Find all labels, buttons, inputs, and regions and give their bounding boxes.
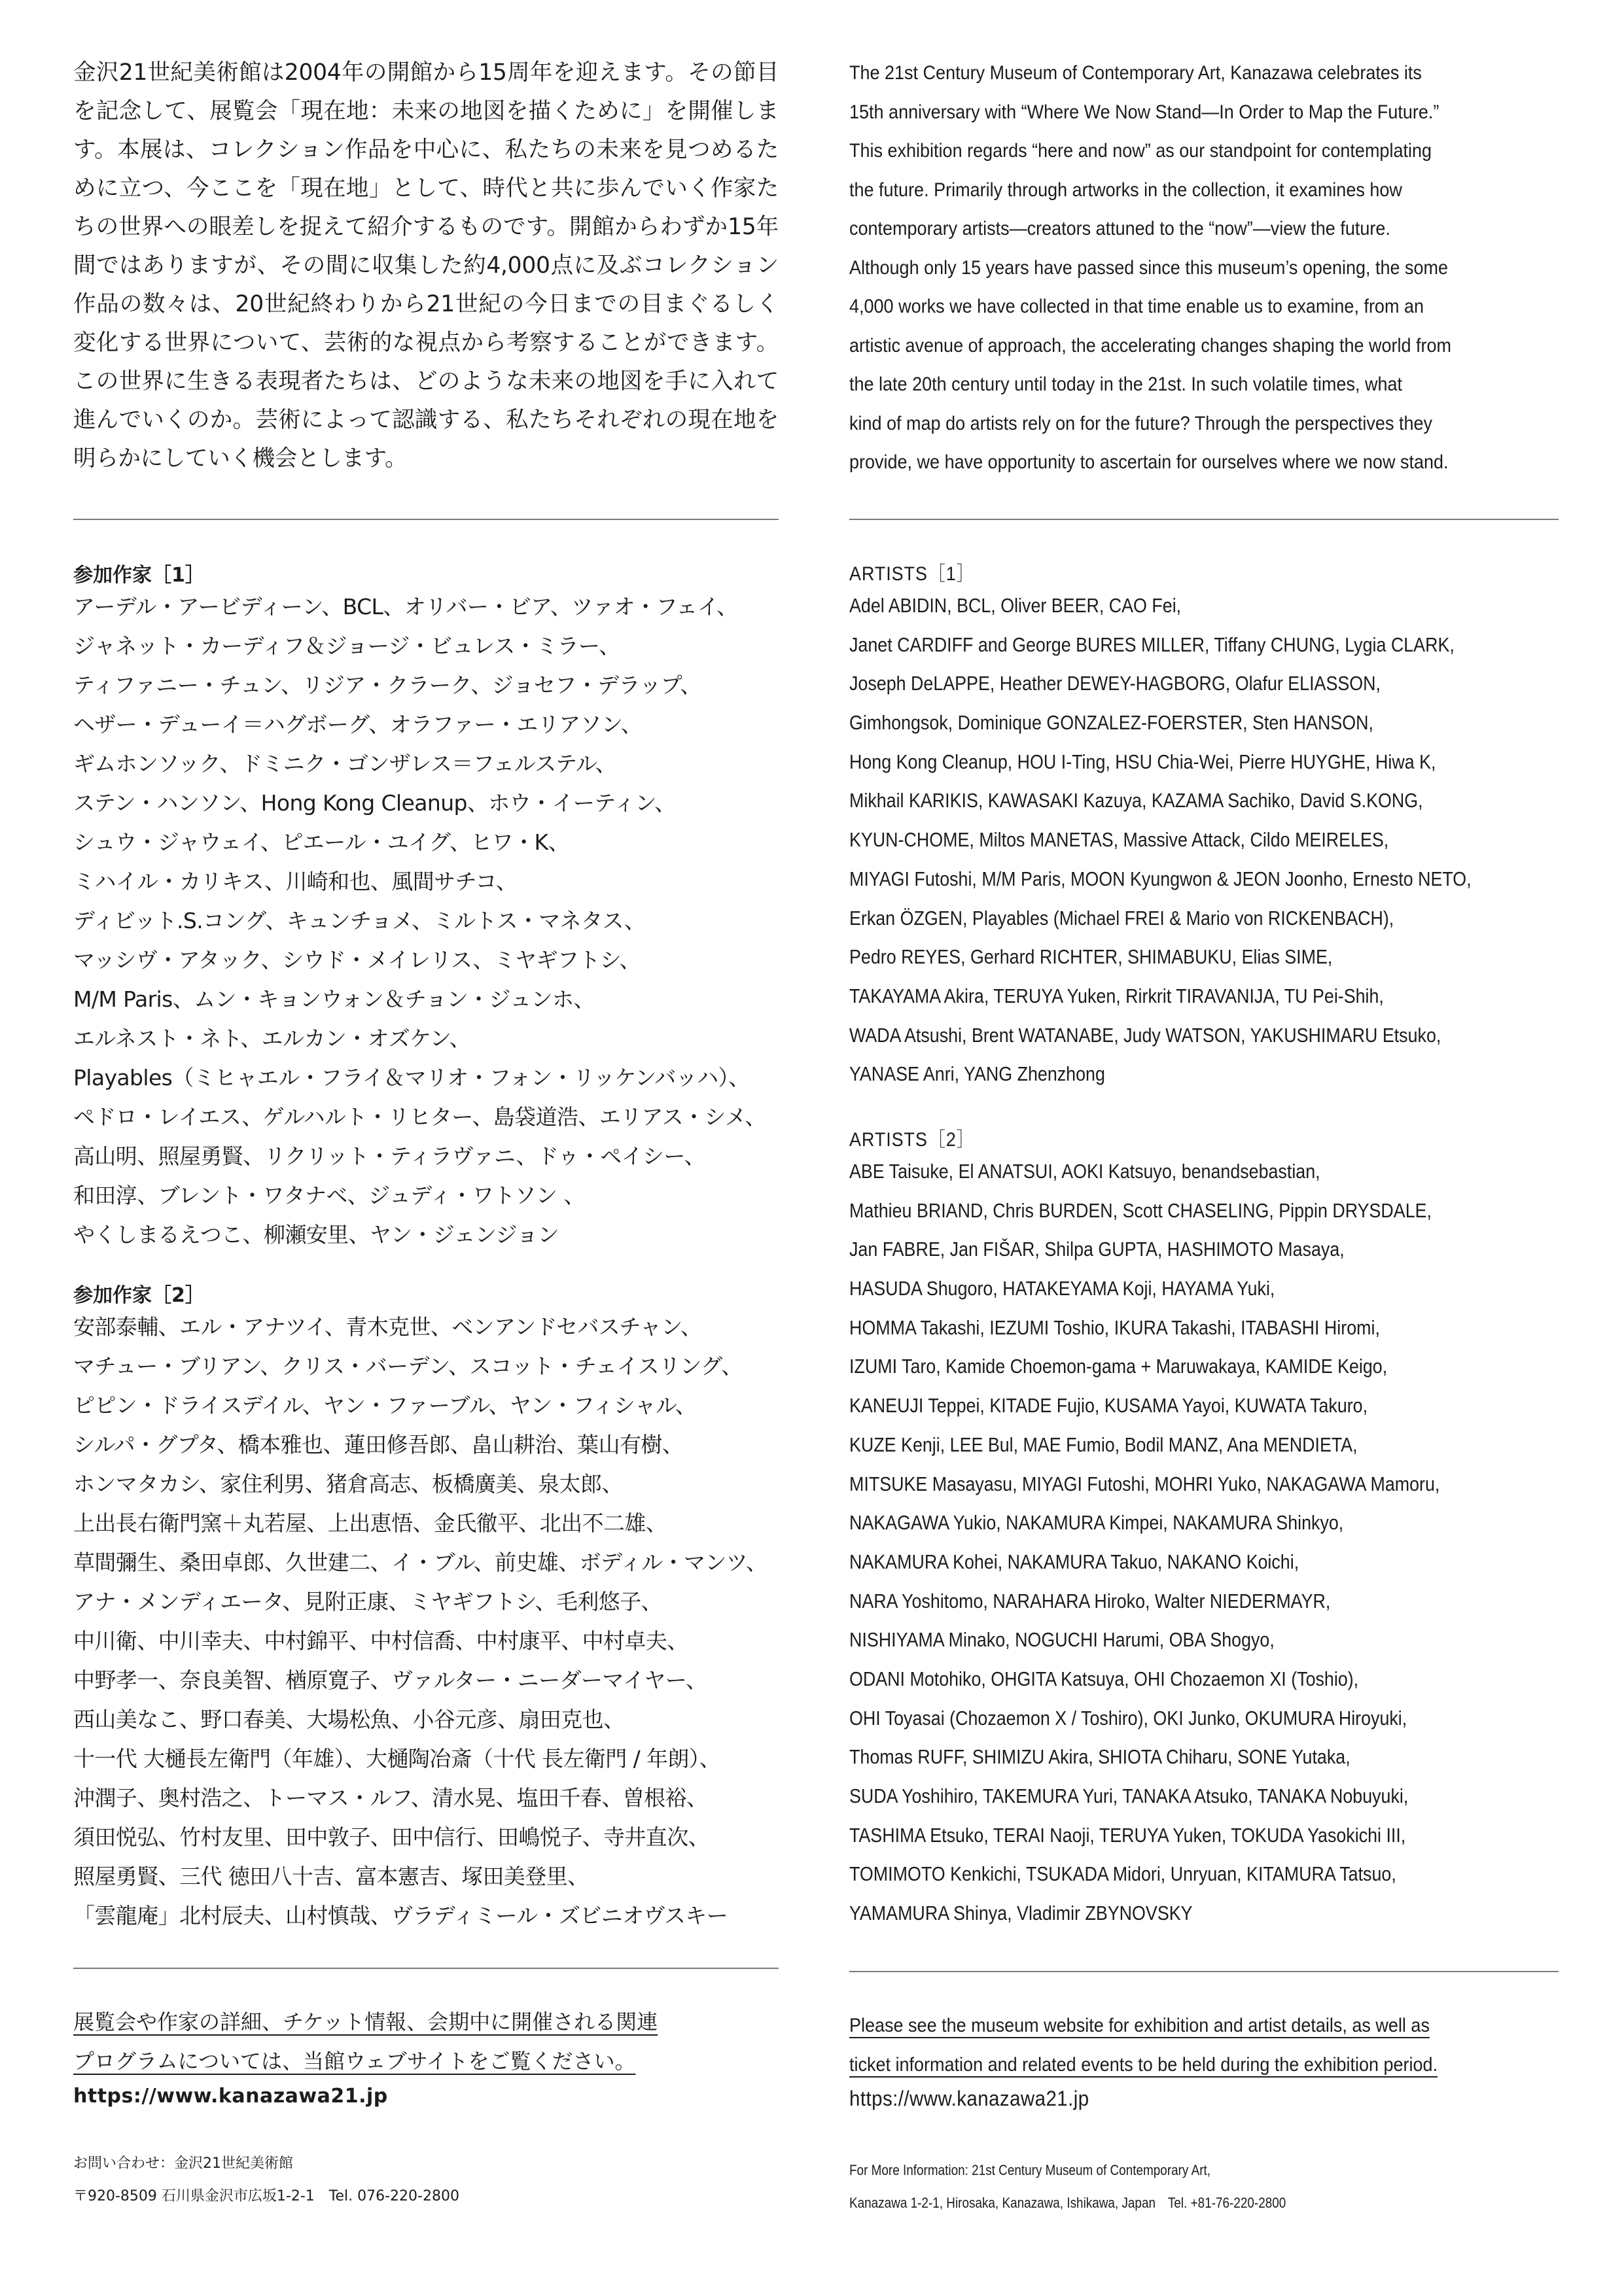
artist-line: HASUDA Shugoro, HATAKEYAMA Koji, HAYAMA Yuki, bbox=[849, 1278, 1275, 1300]
artists1-heading-en: ARTISTS［1］ bbox=[849, 563, 975, 585]
artist-line: Janet CARDIFF and George BURES MILLER, Tiffany CHUNG, Lygia CLARK, bbox=[849, 633, 1455, 656]
contact-info-en bbox=[849, 2154, 1286, 2219]
artist-line: ティファニー・チュン、リジア・クラーク、ジョセフ・デラップ、 bbox=[73, 672, 701, 698]
artist-line: Jan FABRE, Jan FIŠAR, Shilpa GUPTA, HASHIMOTO Masaya, bbox=[849, 1238, 1345, 1261]
artist-line: NARA Yoshitomo, NARAHARA Hiroko, Walter NIEDERMAYR, bbox=[849, 1590, 1331, 1612]
artist-line: ジャネット・カーディフ＆ジョージ・ビュレス・ミラー、 bbox=[73, 633, 620, 659]
artist-line: エルネスト・ネト、エルカン・オズケン、 bbox=[73, 1026, 471, 1051]
artist-line: ミハイル・カリキス、川崎和也、風間サチコ、 bbox=[73, 869, 518, 894]
artist-line: ABE Taisuke, El ANATSUI, AOKI Katsuyo, benandsebastian, bbox=[849, 1160, 1320, 1183]
artist-line: Joseph DeLAPPE, Heather DEWEY-HAGBORG, Olafur ELIASSON, bbox=[849, 672, 1381, 695]
artist-line: 照屋勇賢、三代 徳田八十吉、富本憲吉、塚田美登里、 bbox=[73, 1864, 589, 1889]
artist-line: マチュー・ブリアン、クリス・バーデン、スコット・チェイスリング、 bbox=[73, 1353, 743, 1379]
intro-line: 4,000 works we have collected in that time enable us to examine, from an bbox=[849, 296, 1424, 317]
artist-line: 中川衛、中川幸夫、中村錦平、中村信喬、中村康平、中村卓夫、 bbox=[73, 1628, 688, 1654]
artists2-heading-en: ARTISTS［2］ bbox=[849, 1129, 975, 1151]
artist-line: TASHIMA Etsuko, TERAI Naoji, TERUYA Yuken, TOKUDA Yasokichi III, bbox=[849, 1824, 1406, 1847]
artist-line: SUDA Yoshihiro, TAKEMURA Yuri, TANAKA Atsuko, TANAKA Nobuyuki, bbox=[849, 1785, 1409, 1807]
artist-line: NAKAGAWA Yukio, NAKAMURA Kimpei, NAKAMURA Shinkyo, bbox=[849, 1512, 1344, 1535]
artists2-list-ja bbox=[73, 1308, 767, 1936]
artist-line: アーデル・アービディーン、BCL、オリバー・ビア、ツァオ・フェイ、 bbox=[73, 594, 738, 619]
intro-line: Although only 15 years have passed since this museum’s opening, the some bbox=[849, 256, 1449, 279]
artist-line: 中野孝一、奈良美智、楢原寛子、ヴァルター・ニーダーマイヤー、 bbox=[73, 1667, 707, 1693]
artist-line: NAKAMURA Kohei, NAKAMURA Takuo, NAKANO Koichi, bbox=[849, 1550, 1299, 1573]
artist-line: WADA Atsushi, Brent WATANABE, Judy WATSON, YAKUSHIMARU Etsuko, bbox=[849, 1024, 1441, 1047]
artist-line: 「雲龍庵」北村辰夫、山村慎哉、ヴラディミール・ズビニオヴスキー bbox=[73, 1903, 728, 1928]
intro-line: 15th anniversary with “Where We Now Stand—In Order to Map the Future.” bbox=[849, 101, 1439, 123]
intro-text-en bbox=[849, 54, 1556, 482]
artist-line: KUZE Kenji, LEE Bul, MAE Fumio, Bodil MANZ, Ana MENDIETA, bbox=[849, 1433, 1358, 1456]
artist-line: 高山明、照屋勇賢、リクリット・ティラヴァニ、ドゥ・ペイシー、 bbox=[73, 1143, 705, 1169]
artist-line: ヘザー・デューイ＝ハグボーグ、オラファー・エリアソン、 bbox=[73, 712, 643, 737]
artists2-heading-ja: 参加作家［2］ bbox=[73, 1284, 205, 1307]
contact-line: For More Information: 21st Century Museum of Contemporary Art, bbox=[849, 2162, 1211, 2178]
artist-line: Hong Kong Cleanup, HOU I-Ting, HSU Chia-Wei, Pierre HUYGHE, Hiwa K, bbox=[849, 750, 1436, 773]
artist-line: シュウ・ジャウェイ、ピエール・ユイグ、ヒワ・K、 bbox=[73, 829, 569, 855]
artist-line: ディビット.S.コング、キュンチョメ、ミルトス・マネタス、 bbox=[73, 908, 646, 933]
intro-line: This exhibition regards “here and now” as our standpoint for contemplating bbox=[849, 140, 1432, 162]
artist-line: MITSUKE Masayasu, MIYAGI Futoshi, MOHRI Yuko, NAKAGAWA Mamoru, bbox=[849, 1472, 1440, 1495]
artist-line: 和田淳、ブレント・ワタナベ、ジュディ・ワトソン 、 bbox=[73, 1183, 585, 1208]
artist-line: マッシヴ・アタック、シウド・メイレリス、ミヤギフトシ、 bbox=[73, 947, 641, 973]
website-note-en bbox=[849, 2006, 1438, 2085]
artist-line: IZUMI Taro, Kamide Choemon-gama + Maruwakaya, KAMIDE Keigo, bbox=[849, 1355, 1388, 1378]
divider-top-en bbox=[849, 519, 1559, 520]
artist-line: 草間彌生、桑田卓郎、久世建二、イ・ブル、前史雄、ボディル・マンツ、 bbox=[73, 1550, 768, 1575]
contact-info-ja bbox=[73, 2148, 459, 2213]
divider-bottom-ja bbox=[73, 1968, 779, 1969]
artist-line: やくしまるえつこ、柳瀬安里、ヤン・ジェンジョン bbox=[73, 1222, 559, 1247]
intro-text-ja: 金沢21世紀美術館は2004年の開館から15周年を迎えます。その節目を記念して、展覧会「現在地：未来の地図を描くために」を開催します。本展は、コレクション作品を中心に、私たちの未来を見つめるために立つ、今ここを「現在地」として、時代と共に歩んでいく作家たちの世界への眼差しを捉えて紹介するものです。開館からわずか15年間ではありますが、その間に収集した約4,000点に及ぶコレクション作品の数々は、20世紀終わりから21世紀の今日までの目まぐるしく変化する世界について、芸術的な視点から考察することができます。この世界に生きる表現者たちは、どのような未来の地図を手に入れて進んでいくのか。芸術によって認識する、私たちそれぞれの現在地を明らかにしていく機会とします。 bbox=[73, 60, 779, 472]
artists1-heading-ja: 参加作家［1］ bbox=[73, 564, 205, 587]
artist-line: 西山美なこ、野口春美、大場松魚、小谷元彦、扇田克也、 bbox=[73, 1707, 625, 1732]
website-note-line: ticket information and related events to be held during the exhibition period. bbox=[849, 2054, 1438, 2076]
artist-line: ペドロ・レイエス、ゲルハルト・リヒター、島袋道浩、エリアス・シメ、 bbox=[73, 1104, 766, 1130]
artist-line: ステン・ハンソン、Hong Kong Cleanup、ホウ・イーティン、 bbox=[73, 790, 676, 816]
artists2-list-en bbox=[849, 1153, 1439, 1934]
artist-line: YAMAMURA Shinya, Vladimir ZBYNOVSKY bbox=[849, 1902, 1193, 1925]
intro-line: the late 20th century until today in the 21st. In such volatile times, what bbox=[849, 374, 1402, 395]
artist-line: Mathieu BRIAND, Chris BURDEN, Scott CHASELING, Pippin DRYSDALE, bbox=[849, 1199, 1432, 1222]
artists1-list-ja bbox=[73, 587, 766, 1255]
website-url-en[interactable]: https://www.kanazawa21.jp bbox=[849, 2087, 1089, 2110]
artist-line: YANASE Anri, YANG Zhenzhong bbox=[849, 1063, 1105, 1086]
website-note-line: 展覧会や作家の詳細、チケット情報、会期中に開催される関連 bbox=[73, 2009, 658, 2034]
artist-line: OHI Toyasai (Chozaemon X / Toshiro), OKI Junko, OKUMURA Hiroyuki, bbox=[849, 1707, 1407, 1730]
divider-top-ja bbox=[73, 519, 779, 520]
artist-line: ODANI Motohiko, OHGITA Katsuya, OHI Chozaemon XI (Toshio), bbox=[849, 1667, 1359, 1690]
artist-line: シルパ・グプタ、橋本雅也、蓮田修吾郎、畠山耕治、葉山有樹、 bbox=[73, 1432, 684, 1457]
artist-line: NISHIYAMA Minako, NOGUCHI Harumi, OBA Shogyo, bbox=[849, 1629, 1275, 1652]
artist-line: KANEUJI Teppei, KITADE Fujio, KUSAMA Yayoi, KUWATA Takuro, bbox=[849, 1395, 1368, 1418]
intro-line: contemporary artists—creators attuned to the “now”—view the future. bbox=[849, 218, 1390, 239]
divider-bottom-en bbox=[849, 1971, 1559, 1972]
artist-line: TAKAYAMA Akira, TERUYA Yuken, Rirkrit TIRAVANIJA, TU Pei-Shih, bbox=[849, 984, 1384, 1007]
artist-line: Mikhail KARIKIS, KAWASAKI Kazuya, KAZAMA Sachiko, David S.KONG, bbox=[849, 790, 1423, 812]
artist-line: アナ・メンディエータ、見附正康、ミヤギフトシ、毛利悠子、 bbox=[73, 1589, 662, 1614]
artist-line: ホンマタカシ、家住利男、猪倉高志、板橋廣美、泉太郎、 bbox=[73, 1471, 623, 1497]
artist-line: MIYAGI Futoshi, M/M Paris, MOON Kyungwon & JEON Joonho, Ernesto NETO, bbox=[849, 867, 1472, 890]
contact-line: Kanazawa 1-2-1, Hirosaka, Kanazawa, Ishikawa, Japan Tel. +81-76-220-2800 bbox=[849, 2195, 1286, 2211]
artist-line: Pedro REYES, Gerhard RICHTER, SHIMABUKU, Elias SIME, bbox=[849, 946, 1333, 969]
website-note-line: Please see the museum website for exhibition and artist details, as well as bbox=[849, 2015, 1430, 2036]
artist-line: ギムホンソック、ドミニク・ゴンザレス＝フェルステル、 bbox=[73, 751, 616, 776]
artists1-list-en bbox=[849, 587, 1472, 1094]
contact-line: 〒920-8509 石川県金沢市広坂1-2-1 Tel. 076-220-2800 bbox=[73, 2188, 459, 2204]
contact-line: お問い合わせ：金沢21世紀美術館 bbox=[73, 2155, 293, 2172]
intro-line: kind of map do artists rely on for the future? Through the perspectives they bbox=[849, 412, 1432, 434]
artist-line: 沖潤子、奥村浩之、トーマス・ルフ、清水晃、塩田千春、曽根裕、 bbox=[73, 1785, 708, 1811]
artist-line: TOMIMOTO Kenkichi, TSUKADA Midori, Unryuan, KITAMURA Tatsuo, bbox=[849, 1863, 1396, 1886]
website-note-ja bbox=[73, 2002, 658, 2081]
website-url-ja[interactable]: https://www.kanazawa21.jp bbox=[73, 2085, 388, 2108]
artist-line: 須田悦弘、竹村友里、田中敦子、田中信行、田嶋悦子、寺井直次、 bbox=[73, 1824, 710, 1850]
website-note-line: プログラムについては、当館ウェブサイトをご覧ください。 bbox=[73, 2049, 636, 2074]
artist-line: 十一代 大樋長左衛門（年雄）、大樋陶冶斎（十代 長左衛門 / 年朗）、 bbox=[73, 1746, 721, 1771]
intro-line: The 21st Century Museum of Contemporary Art, Kanazawa celebrates its bbox=[849, 62, 1422, 84]
intro-line: provide, we have opportunity to ascertain for ourselves where we now stand. bbox=[849, 451, 1449, 473]
intro-line: the future. Primarily through artworks in the collection, it examines how bbox=[849, 179, 1402, 201]
artist-line: Gimhongsok, Dominique GONZALEZ-FOERSTER, Sten HANSON, bbox=[849, 712, 1373, 735]
artist-line: Erkan ÖZGEN, Playables (Michael FREI & Mario von RICKENBACH), bbox=[849, 907, 1394, 930]
artist-line: Playables（ミヒャエル・フライ＆マリオ・フォン・リッケンバッハ）、 bbox=[73, 1065, 750, 1090]
artist-line: 上出長右衛門窯＋丸若屋、上出恵悟、金氏徹平、北出不二雄、 bbox=[73, 1510, 667, 1536]
artist-line: HOMMA Takashi, IEZUMI Toshio, IKURA Takashi, ITABASHI Hiromi, bbox=[849, 1316, 1380, 1339]
artist-line: M/M Paris、ムン・キョンウォン＆チョン・ジュンホ、 bbox=[73, 986, 595, 1012]
artist-line: ピピン・ドライスデイル、ヤン・ファーブル、ヤン・フィシャル、 bbox=[73, 1393, 697, 1418]
artist-line: Adel ABIDIN, BCL, Oliver BEER, CAO Fei, bbox=[849, 595, 1182, 617]
artist-line: KYUN-CHOME, Miltos MANETAS, Massive Attack, Cildo MEIRELES, bbox=[849, 829, 1389, 852]
artist-line: Thomas RUFF, SHIMIZU Akira, SHIOTA Chiharu, SONE Yutaka, bbox=[849, 1746, 1350, 1769]
intro-line: artistic avenue of approach, the accelerating changes shaping the world from bbox=[849, 334, 1452, 357]
artist-line: 安部泰輔、エル・アナツイ、青木克世、ベンアンドセバスチャン、 bbox=[73, 1314, 702, 1340]
